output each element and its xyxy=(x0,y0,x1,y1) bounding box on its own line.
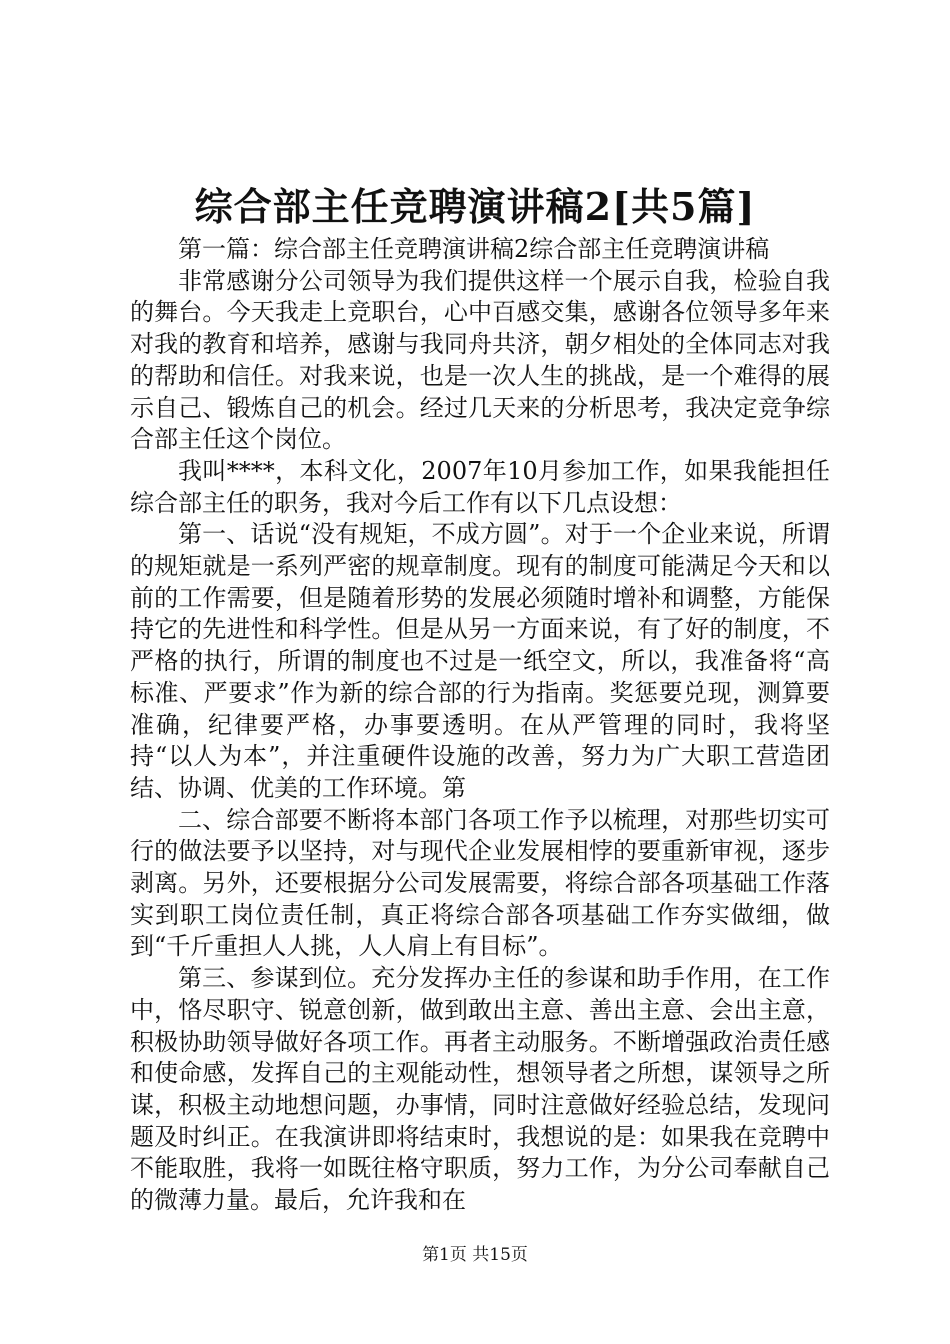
page-footer: 第1页 共15页 xyxy=(422,1245,528,1265)
document-body xyxy=(130,234,830,1217)
paragraph: 我叫****，本科文化，2007年10月参加工作，如果我能担任综合部主任的职务，我对今后工作有以下几点设想： xyxy=(130,456,830,517)
paragraph-heading: 第一篇：综合部主任竞聘演讲稿2综合部主任竞聘演讲稿 xyxy=(178,235,770,263)
paragraph: 非常感谢分公司领导为我们提供这样一个展示自我，检验自我的舞台。今天我走上竞职台，心中百感交集，感谢各位领导多年来对我的教育和培养，感谢与我同舟共济，朝夕相处的全体同志对我的帮助和信任。对我来说，也是一次人生的挑战，是一个难得的展示自己、锻炼自己的机会。经过几天来的分析思考，我决定竞争综合部主任这个岗位。 xyxy=(130,266,830,454)
document-title: 综合部主任竞聘演讲稿2[共5篇] xyxy=(194,184,756,229)
paragraph: 第一、话说“没有规矩，不成方圆”。对于一个企业来说，所谓的规矩就是一系列严密的规章制度。现有的制度可能满足今天和以前的工作需要，但是随着形势的发展必须随时增补和调整，方能保持它的先进性和科学性。但是从另一方面来说，有了好的制度，不严格的执行，所谓的制度也不过是一纸空文，所以，我准备将“高标准、严要求”作为新的综合部的行为指南。奖惩要兑现，测算要准确，纪律要严格，办事要透明。在从严管理的同时，我将坚持“以人为本”，并注重硬件设施的改善，努力为广大职工营造团结、协调、优美的工作环境。第 xyxy=(130,520,830,802)
paragraph: 二、综合部要不断将本部门各项工作予以梳理，对那些切实可行的做法要予以坚持，对与现代企业发展相悖的要重新审视，逐步剥离。另外，还要根据分公司发展需要，将综合部各项基础工作落实到职工岗位责任制，真正将综合部各项基础工作夯实做细，做到“千斤重担人人挑，人人肩上有目标”。 xyxy=(130,805,830,961)
paragraph: 第三、参谋到位。充分发挥办主任的参谋和助手作用，在工作中，恪尽职守、锐意创新，做到敢出主意、善出主意、会出主意，积极协助领导做好各项工作。再者主动服务。不断增强政治责任感和使命感，发挥自己的主观能动性，想领导者之所想，谋领导之所谋，积极主动地想问题，办事情，同时注意做好经验总结，发现问题及时纠正。在我演讲即将结束时，我想说的是：如果我在竞聘中不能取胜，我将一如既往格守职质，努力工作，为分公司奉献自己的微薄力量。最后，允许我和在 xyxy=(130,964,830,1215)
